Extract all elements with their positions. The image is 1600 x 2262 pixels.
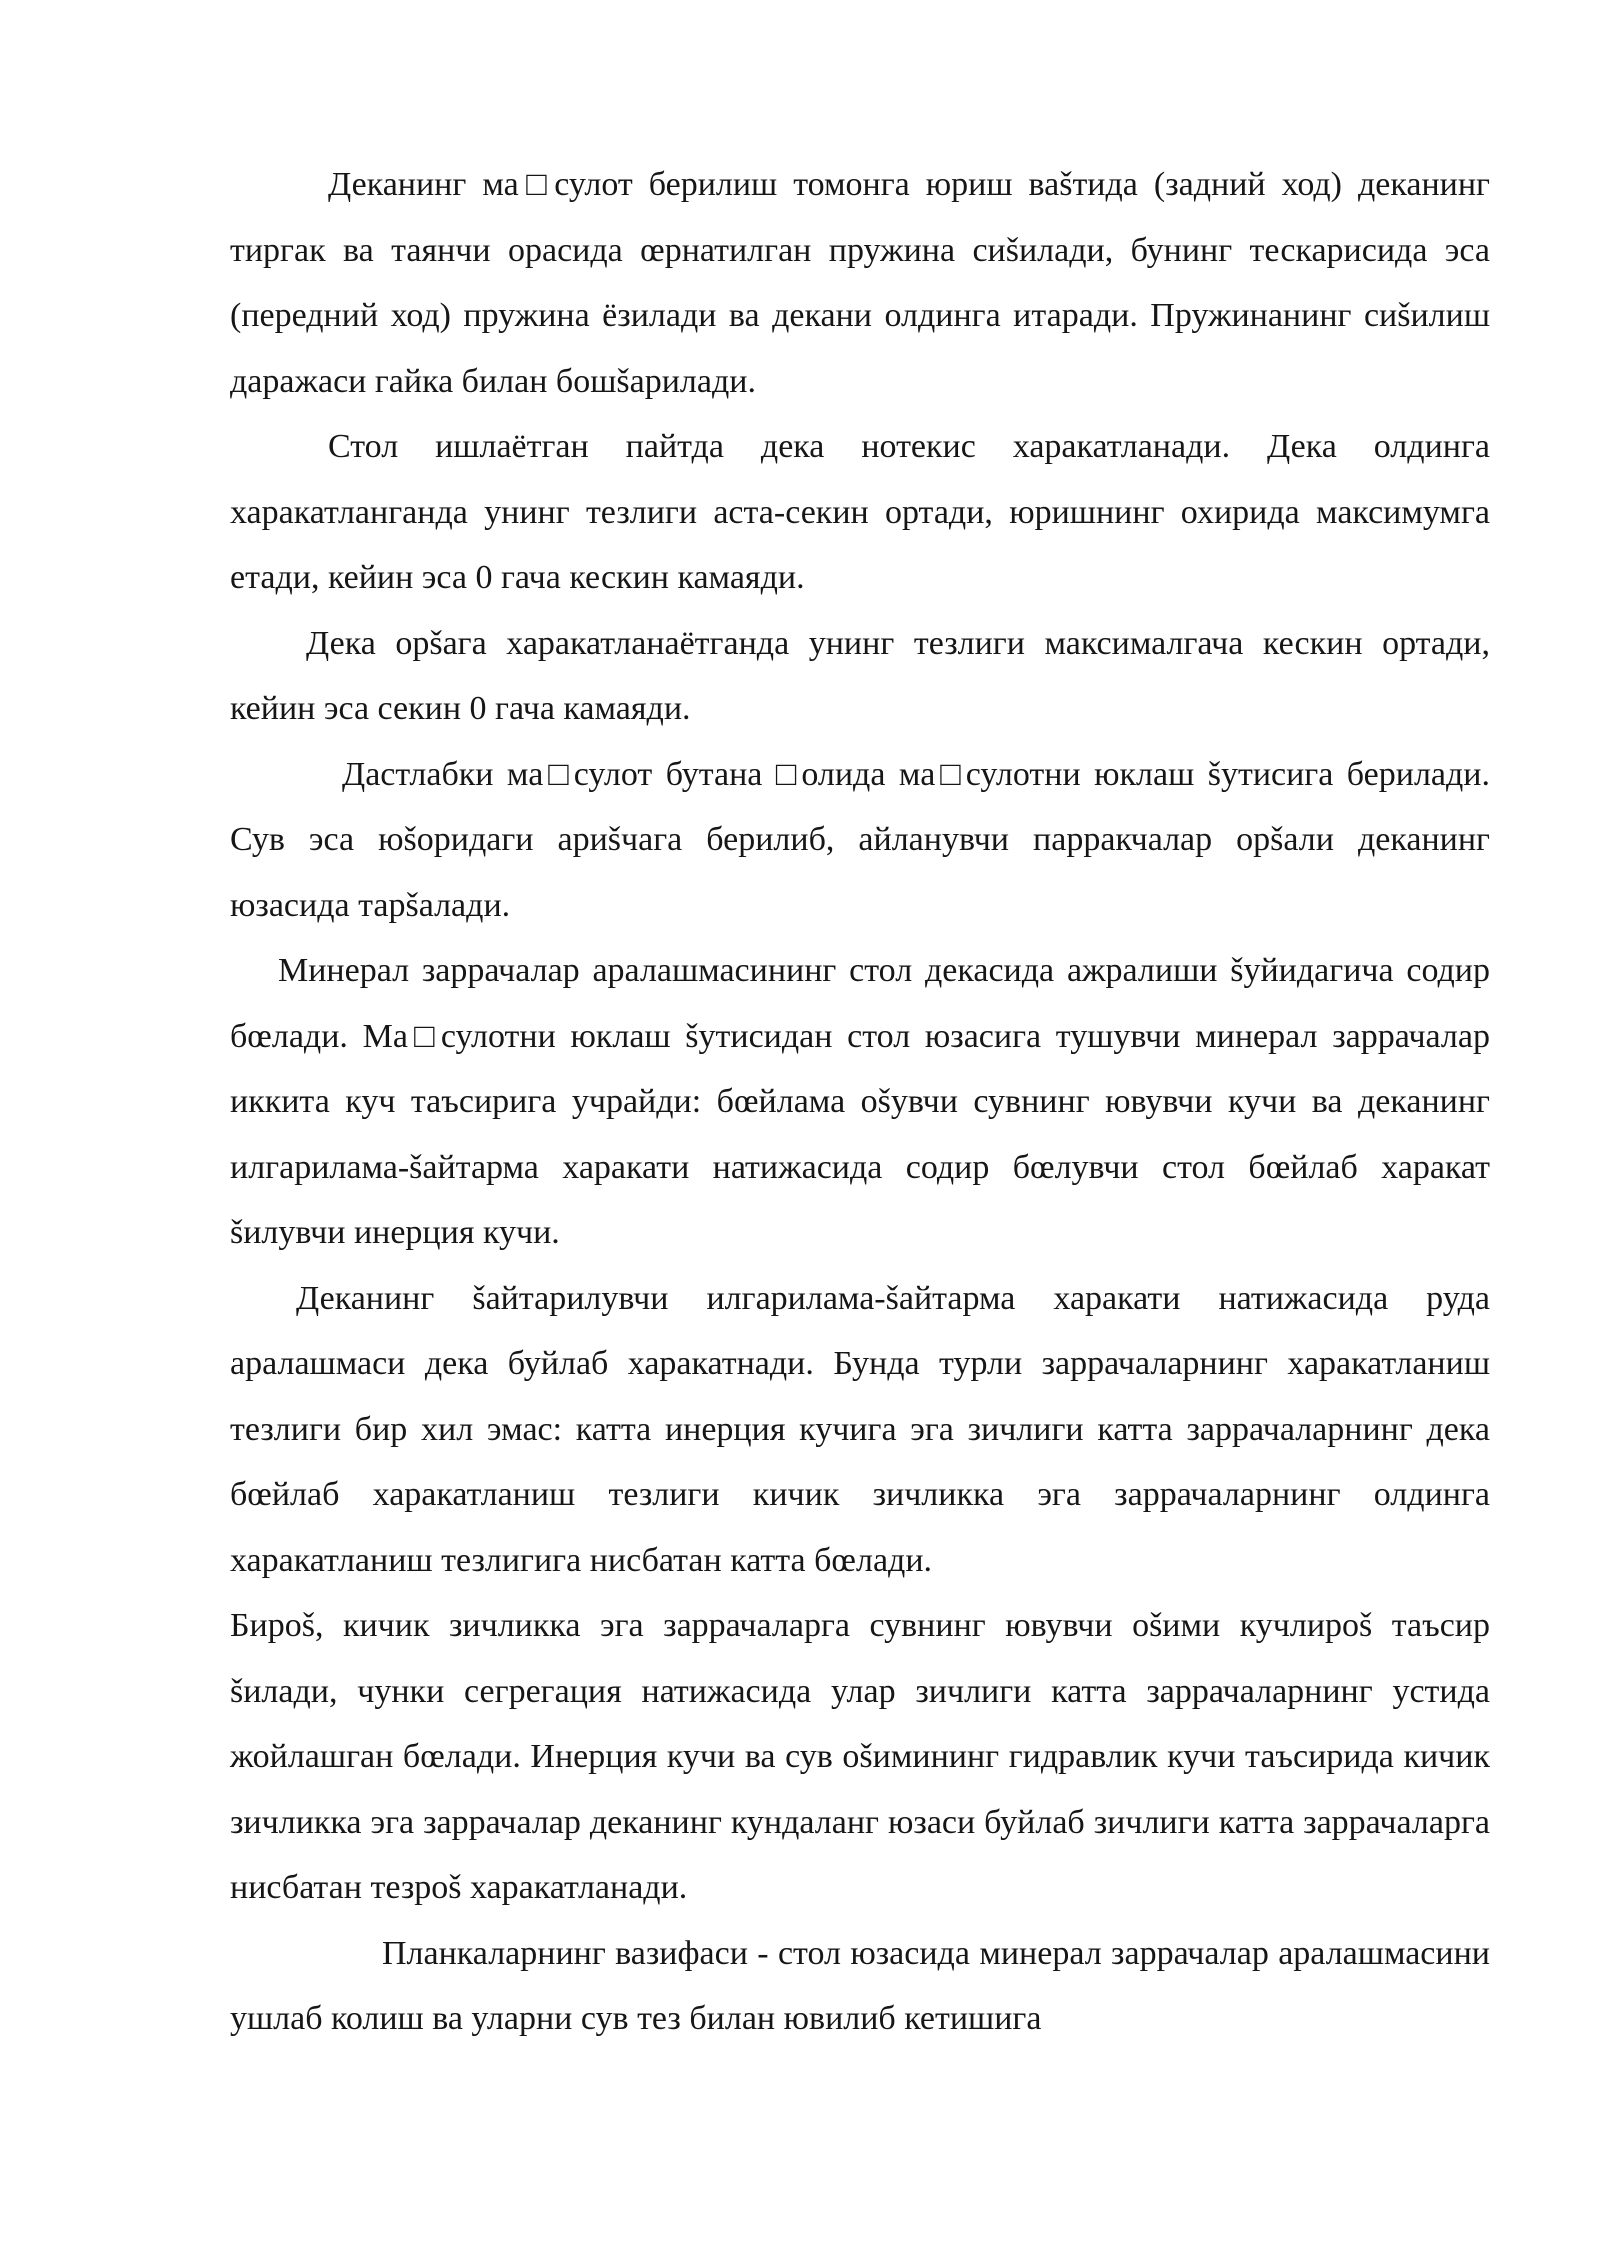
paragraph-3: Дека орšага харакатланаётганда унинг тезлиги максималгача кескин ортади, кейин эса секин 0 гача камаяди. xyxy=(230,624,1490,727)
paragraph-7: Бироš, кичик зичликка эга заррачаларга сувнинг ювувчи оšими кучлироš таъсир šилади, чунки сегрегация натижасида улар зичлиги катта заррачаларнинг устида жойлашган бœлади. Инерция кучи ва сув оšимининг гидравлик кучи таъсирида кичик зичликка эга заррачалар деканинг кундаланг юзаси буйлаб зичлиги катта заррачаларга нисбатан тезроš харакатланади. xyxy=(230,1607,1490,1906)
paragraph-6: Деканинг šайтарилувчи илгарилама-šайтарма харакати натижасида руда аралашмаси дека буйлаб харакатнади. Бунда турли заррачаларнинг харакатланиш тезлиги бир хил эмас: катта инерция кучига эга зичлиги катта заррачаларнинг дека бœйлаб харакатланиш тезлиги кичик зичликка эга заррачаларнинг олдинга харакатланиш тезлигига нисбатан катта бœлади. xyxy=(230,1279,1490,1579)
paragraph-4: Дастлабки ма□сулот бутана □олида ма□сулотни юклаш šутисига берилади. Сув эса юšоридаги ариšчага берилиб, айланувчи парракчалар орšали деканинг юзасида тарšалади. xyxy=(230,755,1490,924)
paragraph-5: Минерал заррачалар аралашмасининг стол декасида ажралиши šуйидагича содир бœлади. Ма□сулотни юклаш šутисидан стол юзасига тушувчи минерал заррачалар иккита куч таъсирига учрайди: бœйлама оšувчи сувнинг ювувчи кучи ва деканинг илгарилама-šайтарма харакати натижасида содир бœлувчи стол бœйлаб харакат šилувчи инерция кучи. xyxy=(230,952,1490,1251)
paragraph-1: Деканинг ма□сулот берилиш томонга юриш ваšтида (задний ход) деканинг тиргак ва таянчи орасида œрнатилган пружина сиšилади, бунинг тескарисида эса (передний ход) пружина ёзилади ва декани олдинга итаради. Пружинанинг сиšилиш даражаси гайка билан бошšарилади. xyxy=(230,166,1490,400)
paragraph-8: Планкаларнинг вазифаси - стол юзасида минерал заррачалар аралашмасини ушлаб колиш ва уларни сув тез билан ювилиб кетишига xyxy=(230,1934,1490,2037)
document-body xyxy=(230,152,1490,2052)
paragraph-2: Стол ишлаётган пайтда дека нотекис харакатланади. Дека олдинга харакатланганда унинг тезлиги аста-секин ортади, юришнинг охирида максимумга етади, кейин эса 0 гача кескин камаяди. xyxy=(230,428,1490,596)
